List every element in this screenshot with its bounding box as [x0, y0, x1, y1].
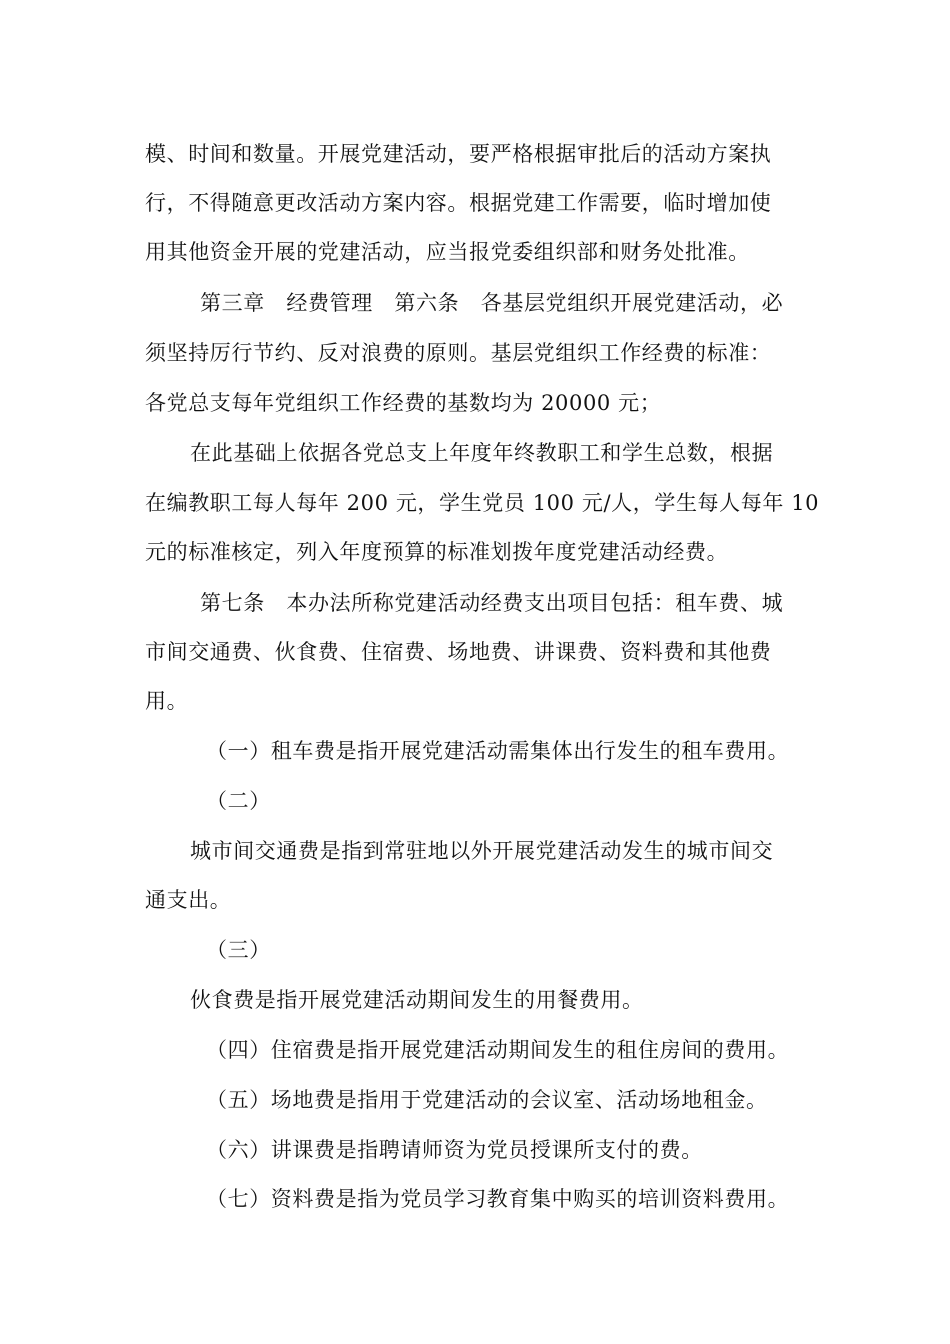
text-line: 各党总支每年党组织工作经费的基数均为 20000 元；	[145, 391, 662, 415]
list-item-1: （一）租车费是指开展党建活动需集体出行发生的租车费用。	[206, 739, 790, 763]
text-line: 元的标准核定，列入年度预算的标准划拨年度党建活动经费。	[145, 540, 729, 564]
list-item-2-marker: （二）	[206, 789, 271, 813]
text-line: 模、时间和数量。开展党建活动，要严格根据审批后的活动方案执	[145, 142, 772, 166]
text-line: 通支出。	[145, 888, 232, 912]
text-line: 在编教职工每人每年 200 元，学生党员 100 元/人，学生每人每年 10	[145, 491, 820, 515]
list-item-7: （七）资料费是指为党员学习教育集中购买的培训资料费用。	[206, 1187, 790, 1211]
list-item-6: （六）讲课费是指聘请师资为党员授课所支付的费。	[206, 1138, 703, 1162]
text-line: 市间交通费、伙食费、住宿费、场地费、讲课费、资料费和其他费	[145, 640, 772, 664]
text-line: 用其他资金开展的党建活动，应当报党委组织部和财务处批准。	[145, 240, 750, 264]
list-item-4: （四）住宿费是指开展党建活动期间发生的租住房间的费用。	[206, 1038, 790, 1062]
text-line: 用。	[145, 689, 189, 713]
list-item-2-text: 城市间交通费是指到常驻地以外开展党建活动发生的城市间交	[190, 839, 774, 863]
list-item-3-marker: （三）	[206, 938, 271, 962]
list-item-3-text: 伙食费是指开展党建活动期间发生的用餐费用。	[190, 988, 644, 1012]
text-line: 须坚持厉行节约、反对浪费的原则。基层党组织工作经费的标准：	[145, 341, 772, 365]
text-line: 行，不得随意更改活动方案内容。根据党建工作需要，临时增加使	[145, 191, 772, 215]
chapter-heading-line: 第三章 经费管理 第六条 各基层党组织开展党建活动，必	[200, 291, 784, 315]
list-item-5: （五）场地费是指用于党建活动的会议室、活动场地租金。	[206, 1088, 768, 1112]
article-line: 第七条 本办法所称党建活动经费支出项目包括：租车费、城	[200, 591, 784, 615]
paragraph-start-line: 在此基础上依据各党总支上年度年终教职工和学生总数，根据	[190, 441, 774, 465]
